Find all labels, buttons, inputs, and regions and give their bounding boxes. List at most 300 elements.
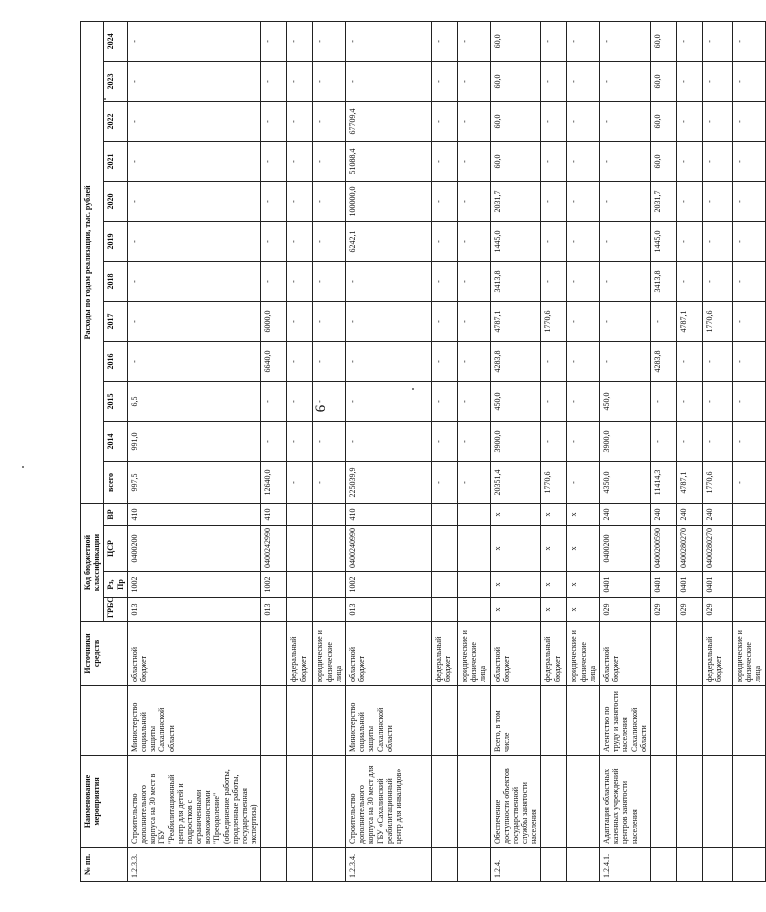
year-value: - [732,141,765,181]
year-value: - [600,61,651,101]
executor [313,686,346,756]
col-year: 2023 [104,61,127,101]
year-value: 60,0 [490,141,541,181]
csr-code: х [567,526,600,572]
year-value: 3900,0 [490,421,541,461]
year-value: 3900,0 [600,421,651,461]
vr-code: х [567,503,600,525]
year-value: - [345,421,431,461]
vr-code: 240 [676,503,702,525]
year-value: - [431,141,457,181]
year-value: - [261,221,287,261]
total-value: 4787,1 [676,461,702,503]
page-number: 9 [311,404,328,413]
year-value: - [541,141,567,181]
grbs-code: 029 [650,598,676,622]
table-row [431,21,457,881]
funding-source: федеральный бюджет [702,622,732,686]
funding-source [676,622,702,686]
measure-name: Строительство дополнительного корпуса на 30 мест в ГБУ "Реабилитационный центр для детей и подростков с ограниченными возможностями "Преодоление" (объединение работы, продленные работы, государственная экспертиза) [127,756,261,848]
year-value: - [676,181,702,221]
year-value: - [287,261,313,301]
year-value: - [457,301,490,341]
col-name: Наименование мероприятия [81,756,128,848]
grbs-code [287,598,313,622]
year-value: 51088,4 [345,141,431,181]
year-value: - [732,221,765,261]
year-value: - [127,221,261,261]
year-value: - [567,301,600,341]
year-value: - [702,141,732,181]
year-value: - [287,381,313,421]
measure-name [732,756,765,848]
vr-code [287,503,313,525]
row-number [676,848,702,882]
year-value: 60,0 [490,101,541,141]
year-value: - [431,21,457,61]
year-value: - [567,421,600,461]
year-value: - [676,261,702,301]
year-value: - [345,21,431,61]
year-value: - [127,141,261,181]
csr-code: 0400200 [127,526,261,572]
year-value: 67709,4 [345,101,431,141]
vr-code [313,503,346,525]
col-vr: ВР [104,503,127,525]
table-row [541,21,567,881]
rzpr-code [732,572,765,598]
year-value: 1445,0 [650,221,676,261]
measure-name: Обеспечение доступности объектов государственной службы занятости населения [490,756,541,848]
grbs-code: х [541,598,567,622]
year-value: - [650,381,676,421]
col-year: 2022 [104,101,127,141]
total-value: - [457,461,490,503]
rzpr-code: 1002 [345,572,431,598]
year-value: - [261,421,287,461]
col-source: Источники средств [81,622,128,686]
year-value: - [457,421,490,461]
year-value: 991,0 [127,421,261,461]
year-value: - [567,341,600,381]
vr-code: 240 [702,503,732,525]
year-value: - [313,221,346,261]
year-value: 60,0 [490,61,541,101]
expenses-table [80,21,766,882]
row-number [261,848,287,882]
rzpr-code [313,572,346,598]
year-value: - [567,61,600,101]
year-value: 450,0 [490,381,541,421]
total-value: - [431,461,457,503]
year-value: - [702,221,732,261]
col-year: 2019 [104,221,127,261]
row-number [431,848,457,882]
table-row [127,21,261,881]
year-value: - [567,221,600,261]
vr-code: 410 [127,503,261,525]
year-value: - [345,261,431,301]
year-value: - [702,101,732,141]
year-value: 100000,0 [345,181,431,221]
executor [431,686,457,756]
measure-name [541,756,567,848]
row-number [650,848,676,882]
year-value: - [127,101,261,141]
table-row [490,21,541,881]
rzpr-code: 1002 [261,572,287,598]
table-row [313,21,346,881]
rzpr-code: 0401 [650,572,676,598]
funding-source [650,622,676,686]
table-row [702,21,732,881]
funding-source: областной бюджет [600,622,651,686]
year-value: - [541,221,567,261]
year-value: - [287,21,313,61]
year-value: - [287,101,313,141]
funding-source [261,622,287,686]
rotated-table-page [80,22,763,882]
year-value: 4283,8 [490,341,541,381]
year-value: - [676,421,702,461]
year-value: - [600,101,651,141]
executor [676,686,702,756]
table-row [287,21,313,881]
funding-source: федеральный бюджет [541,622,567,686]
year-value: - [431,181,457,221]
year-value: - [127,181,261,221]
executor: Министерство социальной защиты Сахалинской области [345,686,431,756]
rzpr-code: 1002 [127,572,261,598]
year-value: - [457,261,490,301]
year-value: 1445,0 [490,221,541,261]
vr-code: х [541,503,567,525]
rzpr-code [287,572,313,598]
measure-name [676,756,702,848]
year-value: - [261,261,287,301]
measure-name [702,756,732,848]
year-value: - [431,61,457,101]
executor [261,686,287,756]
funding-source: юридические и физические лица [457,622,490,686]
table-row [732,21,765,881]
executor: Агентство по труду и занятости населения Сахалинской области [600,686,651,756]
year-value: - [127,61,261,101]
year-value: 4283,8 [650,341,676,381]
grbs-code [431,598,457,622]
grbs-code: 029 [600,598,651,622]
year-value: - [457,141,490,181]
row-number [541,848,567,882]
year-value: - [457,61,490,101]
measure-name [261,756,287,848]
year-value: - [345,381,431,421]
funding-source: федеральный бюджет [287,622,313,686]
year-value: - [732,181,765,221]
csr-code: 0400242990 [261,526,287,572]
year-value: - [541,341,567,381]
csr-code: 0400200590 [650,526,676,572]
year-value: - [313,101,346,141]
year-value: - [732,301,765,341]
year-value: 6640,0 [261,341,287,381]
year-value: - [431,261,457,301]
year-value: - [127,341,261,381]
executor [567,686,600,756]
year-value: - [313,61,346,101]
year-value: - [676,61,702,101]
year-value: - [431,221,457,261]
year-value: - [287,181,313,221]
year-value: - [541,421,567,461]
csr-code: 0400280270 [702,526,732,572]
col-total: всего [104,461,127,503]
rzpr-code: 0401 [600,572,651,598]
year-value: - [261,61,287,101]
vr-code: 410 [345,503,431,525]
year-value: - [313,181,346,221]
year-value: - [261,141,287,181]
year-value: - [313,381,346,421]
year-value: 2031,7 [650,181,676,221]
funding-source: юридические и физические лица [313,622,346,686]
csr-code [313,526,346,572]
year-value: 4787,1 [490,301,541,341]
year-value: - [567,21,600,61]
total-value: 4350,0 [600,461,651,503]
csr-code [732,526,765,572]
year-value: - [457,181,490,221]
row-number: 1.2.4. [490,848,541,882]
year-value: - [313,261,346,301]
grbs-code [732,598,765,622]
year-value: - [600,221,651,261]
total-value: - [313,461,346,503]
year-value: - [600,341,651,381]
year-value: - [261,181,287,221]
year-value: 6242,1 [345,221,431,261]
executor: Министерство социальной защиты Сахалинской области [127,686,261,756]
funding-source: областной бюджет [345,622,431,686]
col-year: 2018 [104,261,127,301]
year-value: - [702,181,732,221]
total-value: 11414,3 [650,461,676,503]
year-value: - [600,141,651,181]
year-value: - [732,421,765,461]
year-value: - [702,341,732,381]
csr-code: х [541,526,567,572]
total-value: - [732,461,765,503]
year-value: - [261,381,287,421]
csr-code [457,526,490,572]
year-value: 60,0 [650,101,676,141]
row-number [313,848,346,882]
year-value: - [431,381,457,421]
rzpr-code [431,572,457,598]
csr-code: 0400240990 [345,526,431,572]
funding-source: юридические и физические лица [732,622,765,686]
vr-code: х [490,503,541,525]
rzpr-code: х [567,572,600,598]
year-value: - [567,181,600,221]
year-value: - [676,141,702,181]
year-value: - [541,61,567,101]
year-value: - [676,21,702,61]
year-value: - [287,61,313,101]
rzpr-code: х [541,572,567,598]
year-value: - [287,421,313,461]
year-value: - [287,341,313,381]
year-value: - [431,341,457,381]
year-value: - [313,141,346,181]
table-row [650,21,676,881]
header-row-1 [81,21,104,881]
measure-name [287,756,313,848]
year-value: - [541,21,567,61]
year-value: 1770,6 [702,301,732,341]
grbs-code: х [567,598,600,622]
row-number: 1.2.3.3. [127,848,261,882]
row-number [457,848,490,882]
executor [650,686,676,756]
col-executor [81,686,128,756]
col-no: № пп. [81,848,128,882]
year-value: - [127,261,261,301]
col-year: 2016 [104,341,127,381]
year-value: - [676,381,702,421]
year-value: - [702,61,732,101]
table-row [567,21,600,881]
col-year: 2020 [104,181,127,221]
col-expenses: Расходы по годам реализации, тыс. рублей [81,21,104,503]
year-value: - [127,21,261,61]
funding-source: областной бюджет [127,622,261,686]
grbs-code: 013 [345,598,431,622]
rzpr-code: х [490,572,541,598]
col-rzpr: Рз, Пр [104,572,127,598]
year-value: - [600,301,651,341]
year-value: - [127,301,261,341]
year-value: 450,0 [600,381,651,421]
funding-source: юридические и физические лица [567,622,600,686]
year-value: 2031,7 [490,181,541,221]
year-value: - [457,101,490,141]
year-value: - [261,21,287,61]
year-value: - [287,141,313,181]
year-value: - [287,221,313,261]
year-value: - [702,381,732,421]
scan-speck [22,466,24,468]
table-row [600,21,651,881]
col-grbs: ГРБС [104,598,127,622]
executor [541,686,567,756]
rzpr-code [457,572,490,598]
grbs-code: 013 [261,598,287,622]
grbs-code: 013 [127,598,261,622]
year-value: - [702,261,732,301]
funding-source: областной бюджет [490,622,541,686]
year-value: - [457,21,490,61]
col-year: 2017 [104,301,127,341]
year-value: - [702,21,732,61]
year-value: - [541,261,567,301]
measure-name [567,756,600,848]
row-number [702,848,732,882]
year-value: - [732,261,765,301]
vr-code [732,503,765,525]
col-year: 2015 [104,381,127,421]
total-value: 20351,4 [490,461,541,503]
year-value: - [567,261,600,301]
year-value: 6,5 [127,381,261,421]
total-value: - [287,461,313,503]
year-value: - [541,181,567,221]
vr-code: 240 [600,503,651,525]
executor: Всего, в том числе [490,686,541,756]
year-value: - [732,381,765,421]
total-value: 1770,6 [541,461,567,503]
year-value: - [676,341,702,381]
year-value: - [313,341,346,381]
year-value: - [650,421,676,461]
year-value: - [567,141,600,181]
year-value: - [345,301,431,341]
year-value: - [600,261,651,301]
vr-code: 410 [261,503,287,525]
row-number: 1.2.3.4. [345,848,431,882]
year-value: - [457,381,490,421]
total-value: 997,5 [127,461,261,503]
measure-name: Адаптация областных казенных учреждений центров занятости населения [600,756,651,848]
col-year: 2021 [104,141,127,181]
col-budget-code: Код бюджетной классификации [81,503,104,621]
col-year: 2024 [104,21,127,61]
year-value: - [345,61,431,101]
year-value: - [313,21,346,61]
year-value: - [600,181,651,221]
year-value: - [676,221,702,261]
measure-name: Строительство дополнительного корпуса на 30 мест для ГБУ «Сахалинский реабилитационный центр для инвалидов» [345,756,431,848]
grbs-code [313,598,346,622]
year-value: - [732,101,765,141]
year-value: 6000,0 [261,301,287,341]
year-value: - [541,381,567,421]
vr-code [457,503,490,525]
year-value: 3413,8 [490,261,541,301]
rzpr-code: 0401 [676,572,702,598]
measure-name [313,756,346,848]
vr-code [431,503,457,525]
total-value: 1770,6 [702,461,732,503]
csr-code [287,526,313,572]
total-value: - [567,461,600,503]
year-value: - [431,301,457,341]
measure-name [457,756,490,848]
executor [457,686,490,756]
rzpr-code: 0401 [702,572,732,598]
funding-source: федеральный бюджет [431,622,457,686]
csr-code [431,526,457,572]
csr-code: х [490,526,541,572]
year-value: - [676,101,702,141]
year-value: - [567,381,600,421]
year-value: - [431,421,457,461]
grbs-code: 029 [676,598,702,622]
executor [287,686,313,756]
row-number [732,848,765,882]
year-value: 60,0 [490,21,541,61]
table-row [345,21,431,881]
